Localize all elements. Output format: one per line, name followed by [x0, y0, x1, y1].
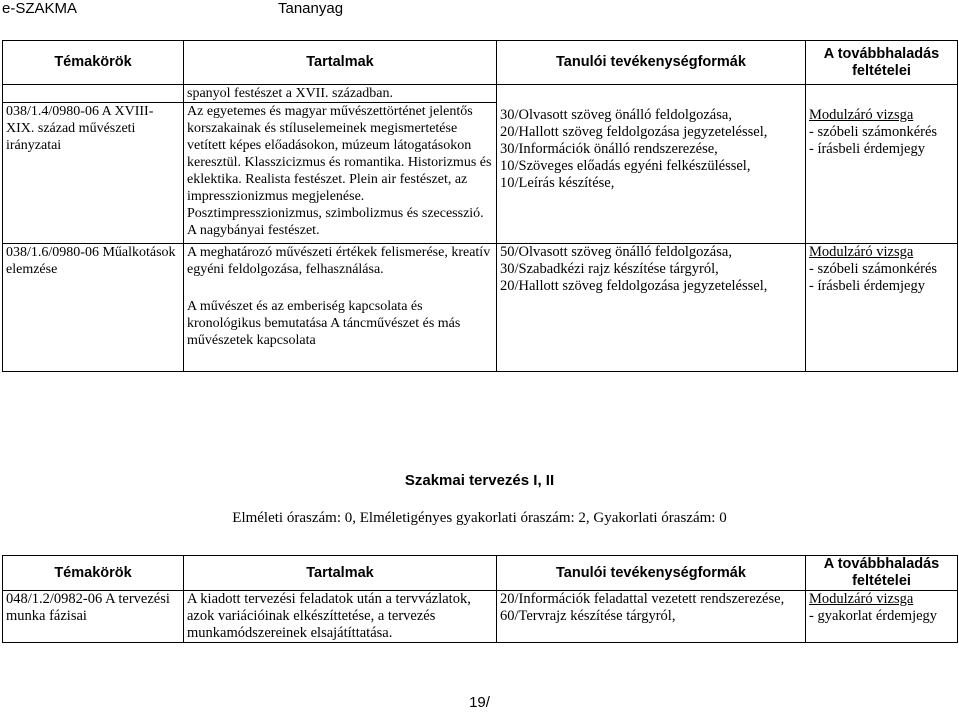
activity-line: 30/Információk önálló rendszerezése, — [500, 140, 718, 157]
table-row — [3, 103, 958, 244]
content-cell: Az egyetemes és magyar művészettörténet jelentős korszakainak és stíluselemeinek megismertetése vetített képes előadásokon, múzeum látogatásokon keresztül. Klasszicizmus és romantika. Historizmus és eklektika. Realista festészet. Plein air festészet, az impresszionizmus megjelenése. Posztimpresszionizmus, szimbolizmus és szecesszió. A nagybányai festészet. — [184, 103, 497, 244]
condition-line: - szóbeli számonkérés — [809, 261, 938, 277]
activity-line: 30/Olvasott szöveg önálló feldolgozása, — [500, 106, 732, 123]
table-header-row — [3, 556, 958, 591]
topic-cell: 038/1.4/0980-06 A XVIII-XIX. század művészeti irányzatai — [3, 103, 184, 244]
activity-line: 50/Olvasott szöveg önálló feldolgozása, — [500, 244, 732, 260]
col-header-contents: Tartalmak — [184, 556, 497, 591]
activity-line: 20/Hallott szöveg feldolgozása jegyzeteléssel, — [500, 123, 768, 140]
condition-line: - írásbeli érdemjegy — [809, 140, 925, 157]
activities-cell — [497, 103, 806, 244]
table-header-row — [3, 41, 958, 85]
curriculum-table-1 — [2, 40, 958, 372]
activity-line: 20/Információk feladattal vezetett rendszerezése, — [500, 591, 785, 607]
content-text-extra: A művészet és az emberiség kapcsolata és kronológikus bemutatása A táncművészet és más művészetek kapcsolata — [187, 299, 461, 348]
section-hours: Elméleti óraszám: 0, Elméletigényes gyakorlati óraszám: 2, Gyakorlati óraszám: 0 — [232, 510, 727, 526]
content-cell — [184, 244, 497, 372]
col-header-conditions: A továbbhaladás feltételei — [806, 41, 958, 85]
header-right-label: Tananyag — [278, 0, 344, 17]
activity-line: 20/Hallott szöveg feldolgozása jegyzeteléssel, — [500, 278, 768, 294]
condition-line: - gyakorlat érdemjegy — [809, 608, 938, 624]
activity-line: 10/Szöveges előadás egyéni felkészüléssel, — [500, 157, 751, 174]
table-row — [3, 591, 958, 643]
col-header-activities: Tanulói tevékenységformák — [497, 556, 806, 591]
table-row — [3, 244, 958, 372]
col-header-contents: Tartalmak — [184, 41, 497, 85]
activities-cell — [497, 244, 806, 372]
col-header-activities: Tanulói tevékenységformák — [497, 41, 806, 85]
header-left-label: e-SZAKMA — [2, 0, 78, 17]
conditions-cell — [806, 103, 958, 244]
exam-title: Modulzáró vizsga — [809, 244, 914, 260]
condition-line: - szóbeli számonkérés — [809, 123, 938, 140]
activity-line: 10/Leírás készítése, — [500, 174, 615, 191]
activity-line: 60/Tervrajz készítése tárgyról, — [500, 608, 676, 624]
page-header — [0, 0, 959, 24]
col-header-conditions: A továbbhaladás feltételei — [806, 556, 958, 591]
table-row — [3, 85, 958, 103]
exam-title: Modulzáró vizsga — [809, 591, 914, 607]
activities-cell — [497, 591, 806, 643]
content-text: A meghatározó művészeti értékek felismerése, kreatív egyéni feldolgozása, felhasználása. — [187, 245, 491, 277]
conditions-cell — [806, 591, 958, 643]
curriculum-table-2 — [2, 555, 958, 643]
content-continuation: spanyol festészet a XVII. században. — [184, 85, 497, 103]
conditions-cell — [806, 244, 958, 372]
topic-cell: 048/1.2/0982-06 A tervezési munka fázisai — [3, 591, 184, 643]
section-title: Szakmai tervezés I, II — [404, 472, 555, 489]
activity-line: 30/Szabadkézi rajz készítése tárgyról, — [500, 261, 719, 277]
topic-cell: 038/1.6/0980-06 Műalkotások elemzése — [3, 244, 184, 372]
col-header-topics: Témakörök — [3, 556, 184, 591]
condition-line: - írásbeli érdemjegy — [809, 278, 925, 294]
col-header-topics: Témakörök — [3, 41, 184, 85]
page-number: 19/ — [469, 694, 490, 711]
exam-title: Modulzáró vizsga — [809, 106, 914, 123]
content-cell: A kiadott tervezési feladatok után a tervvázlatok, azok variációinak elkészíttetése, a tervezés munkamódszereinek elsajátíttatása. — [184, 591, 497, 643]
